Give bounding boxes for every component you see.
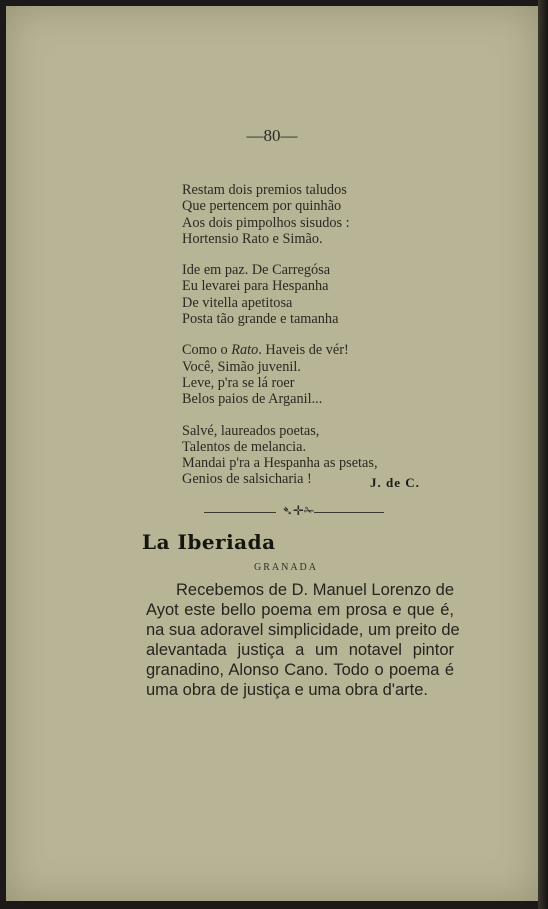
section-divider [204,503,384,520]
page-number: —80— [246,126,298,145]
body-line: uma obra de justiça e uma obra d'arte. [146,681,428,699]
poem-line: Hortensio Rato e Simão. [182,230,323,247]
section-body [146,580,460,700]
poem-line: Leve, p'ra se lá roer [182,374,295,391]
stanza-3 [182,342,378,407]
stanza-4 [182,423,378,488]
emphasized-word: Rato [231,342,259,359]
body-line: Recebemos de D. Manuel Lorenzo de [176,581,454,599]
poem-line: Restam dois premios taludos [182,182,347,198]
poem-line: Que pertencem por quinhão [182,198,342,215]
poem-line: Belos paios de Arganil... [182,391,323,408]
section-title: La Iberiada [142,530,276,554]
section-subtitle: GRANADA [254,562,318,573]
poem-line: Aos dois pimpolhos sisudos : [182,214,350,231]
poem-line: Você, Simão juvenil. [182,358,301,375]
poem-line: Genios de salsicharia ! [182,471,312,488]
poem-line: Como o Rato. Haveis de vér! [182,342,349,359]
divider-line-right [314,512,384,513]
poem-line: Eu levarei para Hespanha [182,278,329,295]
poem-line: Talentos de melancia. [182,438,307,455]
stanza-1 [182,182,378,247]
divider-line-left [204,512,276,513]
body-line: na sua adoravel simplicidade, um preito de [146,621,460,639]
author-signature: J. de C. [370,475,420,490]
book-spine-edge [538,0,548,909]
poem-line: Posta tão grande e tamanha [182,311,339,328]
stanza-2 [182,262,378,327]
poem-line: De vitella apetitosa [182,294,293,311]
body-line: granadino, Alonso Cano. Todo o poema é [146,661,454,679]
poem-line: Ide em paz. De Carregósa [182,262,331,279]
body-line: Ayot este bello poema em prosa e que é, [146,601,454,619]
divider-ornament: ➴✛✁ [282,503,315,518]
poem-line: Salvé, laureados poetas, [182,422,320,439]
book-page [6,6,538,901]
poem [182,182,378,503]
body-line: alevantada justiça a um notavel pintor [146,641,454,659]
poem-line: Mandai p'ra a Hespanha as psetas, [182,455,378,472]
